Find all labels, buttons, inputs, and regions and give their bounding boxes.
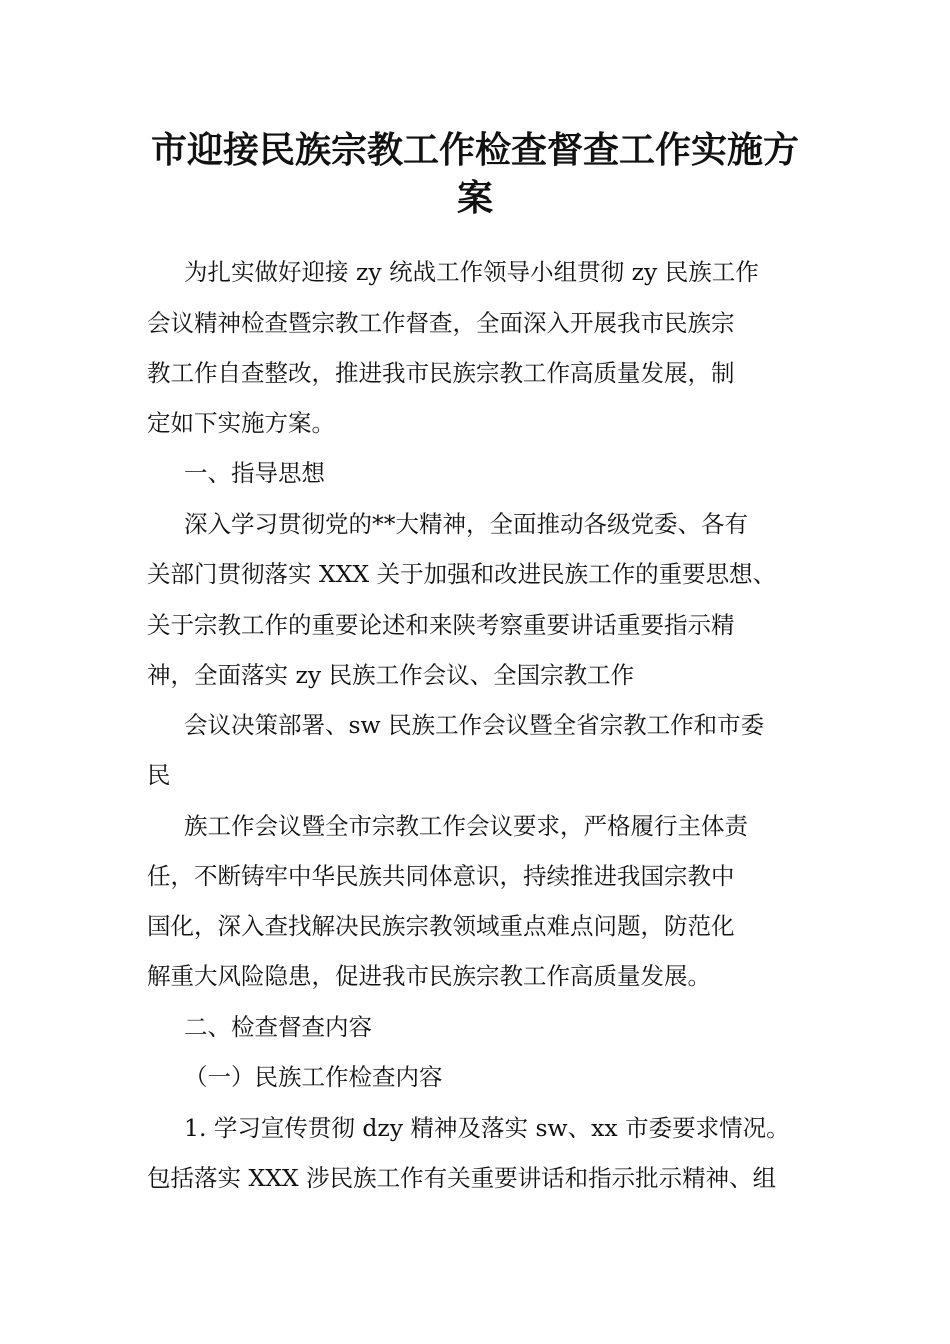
paragraph-line: 国化，深入查找解决民族宗教领域重点难点问题，防范化 bbox=[147, 912, 735, 940]
paragraph-line: 教工作自查整改，推进我市民族宗教工作高质量发展，制 bbox=[147, 359, 735, 387]
paragraph-line: 民 bbox=[147, 761, 171, 789]
paragraph-line: 任，不断铸牢中华民族共同体意识，持续推进我国宗教中 bbox=[147, 862, 735, 890]
paragraph-line: 神，全面落实 zy 民族工作会议、全国宗教工作 bbox=[147, 661, 635, 689]
paragraph-line: 族工作会议暨全市宗教工作会议要求，严格履行主体责 bbox=[184, 812, 748, 840]
section-heading: 一、指导思想 bbox=[184, 459, 325, 487]
paragraph-line: 关于宗教工作的重要论述和来陕考察重要讲话重要指示精 bbox=[147, 611, 735, 639]
paragraph-line: 会议决策部署、sw 民族工作会议暨全省宗教工作和市委 bbox=[184, 711, 765, 739]
section-heading: 二、检查督查内容 bbox=[184, 1013, 372, 1041]
paragraph-line: 深入学习贯彻党的**大精神，全面推动各级党委、各有 bbox=[184, 510, 748, 538]
list-item: 1. 学习宣传贯彻 dzy 精神及落实 sw、xx 市委要求情况。 bbox=[184, 1114, 790, 1142]
document-title-line-2: 案 bbox=[456, 177, 493, 219]
paragraph-line: 包括落实 XXX 涉民族工作有关重要讲话和指示批示精神、组 bbox=[147, 1164, 777, 1192]
paragraph-line: 为扎实做好迎接 zy 统战工作领导小组贯彻 zy 民族工作 bbox=[184, 258, 759, 286]
subsection-heading: （一）民族工作检查内容 bbox=[184, 1063, 443, 1091]
paragraph-line: 定如下实施方案。 bbox=[147, 409, 335, 437]
paragraph-line: 会议精神检查暨宗教工作督查，全面深入开展我市民族宗 bbox=[147, 309, 735, 337]
paragraph-line: 解重大风险隐患，促进我市民族宗教工作高质量发展。 bbox=[147, 962, 711, 990]
document-title-line-1: 市迎接民族宗教工作检查督查工作实施方 bbox=[150, 129, 799, 171]
paragraph-line: 关部门贯彻落实 XXX 关于加强和改进民族工作的重要思想、 bbox=[147, 560, 777, 588]
